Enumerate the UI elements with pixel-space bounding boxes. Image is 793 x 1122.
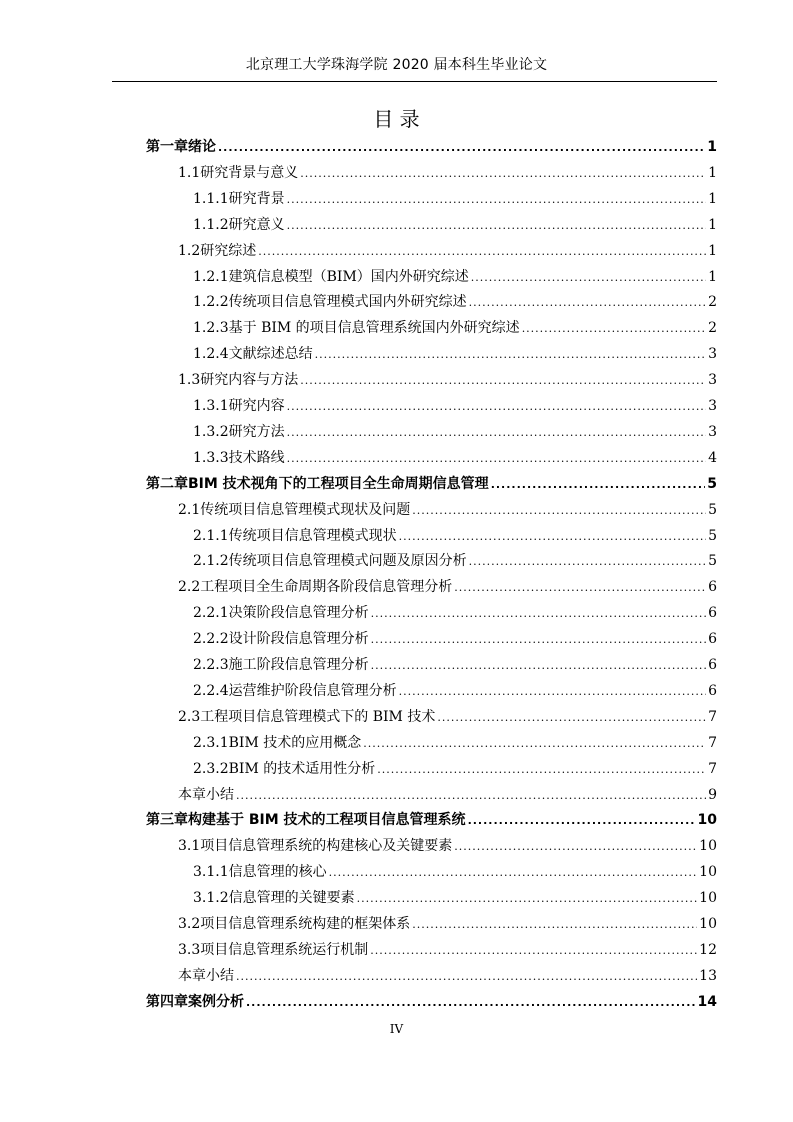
toc-dot-leader [437,705,706,731]
toc-entry-title: 研究方法 [228,423,285,440]
toc-entry-title: BIM 技术视角下的工程项目全生命周期信息管理 [188,475,489,492]
toc-entry-title: 项目信息管理系统构建的框架体系 [200,916,411,932]
toc-dot-leader [469,290,706,316]
toc-entry-title: 构建基于 BIM 技术的工程项目信息管理系统 [188,812,466,829]
toc-entry-page: 3 [708,398,717,414]
toc-entry[interactable] [193,341,717,367]
toc-entry-page: 9 [708,786,717,803]
toc-entry-number: 1.2.3 [193,320,229,337]
toc-entry-title: 信息管理的核心 [228,864,327,881]
toc-entry-title: 工程项目信息管理模式下的 BIM 技术 [200,708,436,725]
toc-entry-number: 1.1 [178,164,201,181]
toc-entry[interactable] [193,445,717,471]
toc-dot-leader [370,938,697,964]
toc-entry[interactable] [193,885,717,911]
toc-entry-number: 1.1.1 [193,190,229,207]
toc-entry-number: 2.1 [178,501,201,518]
toc-entry-title: 基于 BIM 的项目信息管理系统国内外研究综述 [228,320,520,337]
toc-entry-page: 10 [699,916,717,932]
toc-dot-leader [522,316,706,342]
toc-dot-leader [471,265,706,291]
toc-entry[interactable] [193,600,717,626]
toc-entry-page: 5 [708,553,717,570]
toc-entry-number: 1.2.4 [193,346,229,363]
toc-dot-leader [315,342,706,368]
toc-entry-title: BIM 技术的应用概念 [228,734,362,751]
toc-entry-title: 项目信息管理系统运行机制 [200,941,369,958]
toc-entry[interactable] [193,393,717,419]
toc-entry-page: 6 [708,605,717,622]
toc-entry-title: 运营维护阶段信息管理分析 [228,682,397,699]
toc-dot-leader [236,964,697,990]
toc-entry[interactable] [193,652,717,678]
toc-dot-leader [399,679,706,705]
toc-dot-leader [469,549,706,575]
toc-entry-title: 设计阶段信息管理分析 [228,631,369,648]
toc-entry-number: 1.3 [178,372,201,389]
toc-entry-title: 研究意义 [228,216,285,233]
toc-dot-leader [329,860,698,886]
toc-entry-title: 传统项目信息管理模式问题及原因分析 [228,553,467,570]
toc-entry-number: 1.1.2 [193,216,229,233]
toc-entry[interactable] [193,419,717,445]
toc-dot-leader [300,161,706,187]
toc-dot-leader [371,653,706,679]
toc-entry-page: 3 [708,423,717,440]
toc-entry-page: 13 [699,967,717,984]
toc-dot-leader [287,420,706,446]
toc-entry-page: 14 [697,993,717,1010]
toc-entry-title: 研究综述 [200,242,257,259]
toc-entry[interactable] [178,574,717,600]
toc-entry-page: 7 [708,708,717,725]
toc-entry[interactable] [178,367,717,393]
toc-entry-page: 4 [708,449,717,466]
toc-entry[interactable] [146,989,717,1015]
toc-entry-title: 工程项目全生命周期各阶段信息管理分析 [200,579,453,596]
toc-entry-number: 1.2 [178,242,201,259]
toc-title: 目 录 [373,107,420,131]
toc-entry-page: 6 [708,682,717,699]
toc-entry-page: 1 [707,139,717,155]
toc-entry-page: 2 [708,294,717,311]
toc-entry-page: 5 [708,527,717,544]
toc-entry[interactable] [193,730,717,756]
toc-entry-page: 10 [699,838,717,855]
toc-dot-leader [363,731,706,757]
toc-entry-number: 3.1.1 [193,864,229,881]
toc-entry-page: 2 [708,320,717,337]
toc-entry[interactable] [178,238,717,264]
toc-entry[interactable] [178,911,717,937]
toc-dot-leader [399,524,706,550]
toc-entry[interactable] [178,160,717,186]
toc-entry[interactable] [146,807,717,833]
toc-dot-leader [377,757,706,783]
toc-entry-page: 1 [708,216,717,233]
toc-dot-leader [412,912,697,938]
toc-entry-number: 1.2.1 [193,268,229,285]
header-rule [112,81,717,82]
toc-entry[interactable] [193,756,717,782]
toc-entry[interactable] [193,548,717,574]
toc-entry-page: 3 [708,372,717,389]
toc-entry-page: 12 [699,941,717,958]
toc-entry-page: 5 [707,475,717,492]
toc-dot-leader [454,834,697,860]
toc-entry[interactable] [178,833,717,859]
toc-entry-title: 研究背景 [228,190,285,207]
toc-entry-page: 6 [708,631,717,648]
toc-entry-number: 2.2.3 [193,657,229,673]
toc-entry-title: 案例分析 [188,993,244,1010]
toc-entry-page: 3 [708,346,717,363]
toc-entry-number: 2.3.1 [193,734,229,751]
toc-entry-title: 绪论 [188,139,216,155]
toc-entry-number: 2.1.2 [193,553,229,570]
toc-entry-title: BIM 的技术适用性分析 [228,760,376,777]
toc-entry-title: 本章小结 [178,967,234,984]
toc-entry-title: 研究背景与意义 [200,164,299,181]
toc-entry-page: 6 [708,579,717,596]
toc-entry-page: 1 [708,268,717,285]
toc-entry-number: 2.2.1 [193,605,229,622]
toc-entry-number: 第二章 [146,475,188,492]
toc-entry[interactable] [193,264,717,290]
toc-entry-number: 2.2 [178,579,201,596]
toc-dot-leader [371,601,706,627]
toc-dot-leader [357,886,698,912]
toc-entry-number: 第三章 [146,812,188,829]
toc-dot-leader [236,783,706,809]
toc-entry-number: 3.3 [178,941,201,958]
toc-dot-leader [468,808,696,834]
toc-dot-leader [287,187,706,213]
toc-entry[interactable] [193,523,717,549]
toc-entry[interactable] [178,704,717,730]
toc-entry[interactable] [146,471,717,497]
toc-entry-title: 建筑信息模型（BIM）国内外研究综述 [228,268,469,285]
toc-entry-page: 1 [708,164,717,181]
toc-entry-number: 1.3.1 [193,398,229,414]
toc-entry-number: 第一章 [146,139,188,155]
toc-entry[interactable] [193,859,717,885]
toc-entry-title: 研究内容 [228,398,285,414]
toc-entry[interactable] [178,963,717,989]
toc-entry-number: 2.3.2 [193,760,229,777]
toc-entry-title: 文献综述总结 [228,346,313,363]
toc-entry-page: 7 [708,760,717,777]
running-header: 北京理工大学珠海学院 2020 届本科生毕业论文 [245,57,548,73]
toc-dot-leader [287,446,706,472]
toc-entry-number: 3.1.2 [193,890,229,907]
toc-dot-leader [491,472,706,498]
toc-dot-leader [258,239,706,265]
toc-entry-number: 2.3 [178,708,201,725]
toc-entry-title: 传统项目信息管理模式现状及问题 [200,501,411,518]
toc-entry-number: 3.1 [178,838,201,855]
toc-dot-leader [300,368,706,394]
toc-entry-title: 信息管理的关键要素 [228,890,355,907]
toc-entry[interactable] [193,678,717,704]
toc-entry-title: 传统项目信息管理模式国内外研究综述 [228,294,467,311]
toc-entry-page: 5 [708,501,717,518]
toc-entry-title: 传统项目信息管理模式现状 [228,527,397,544]
toc-entry[interactable] [193,626,717,652]
toc-dot-leader [287,213,706,239]
toc-entry[interactable] [146,134,717,160]
toc-dot-leader [454,575,706,601]
toc-dot-leader [371,627,706,653]
toc-entry-page: 10 [699,864,717,881]
toc-entry[interactable] [178,782,717,808]
toc-entry-page: 10 [699,890,717,907]
toc-entry-page: 6 [708,657,717,673]
toc-entry-title: 项目信息管理系统的构建核心及关键要素 [200,838,453,855]
toc-dot-leader [218,135,705,161]
toc-dot-leader [246,990,696,1016]
toc-entry-number: 第四章 [146,993,188,1010]
toc-entry-title: 施工阶段信息管理分析 [228,657,369,673]
toc-entry-number: 1.2.2 [193,294,229,311]
toc-entry-number: 2.2.2 [193,631,229,648]
toc-entry-page: 1 [708,242,717,259]
toc-entry[interactable] [178,937,717,963]
toc-dot-leader [287,394,706,420]
toc-entry-title: 技术路线 [228,449,285,466]
toc-entry-page: 1 [708,190,717,207]
toc-dot-leader [412,498,706,524]
toc-entry[interactable] [193,212,717,238]
toc-entry-title: 研究内容与方法 [200,372,299,389]
toc-entry-page: 10 [697,812,717,829]
toc-entry-number: 1.3.3 [193,449,229,466]
toc-entry-number: 2.1.1 [193,527,229,544]
toc-entry-number: 2.2.4 [193,682,229,699]
toc-entry[interactable] [178,497,717,523]
toc-entry-title: 决策阶段信息管理分析 [228,605,369,622]
toc-entry-title: 本章小结 [178,786,234,803]
toc-entry[interactable] [193,315,717,341]
toc-entry-page: 7 [708,734,717,751]
toc-entry[interactable] [193,186,717,212]
toc-entry-number: 1.3.2 [193,423,229,440]
toc-entry-number: 3.2 [178,916,201,932]
footer-page-number: IV [389,1022,404,1036]
toc-entry[interactable] [193,289,717,315]
